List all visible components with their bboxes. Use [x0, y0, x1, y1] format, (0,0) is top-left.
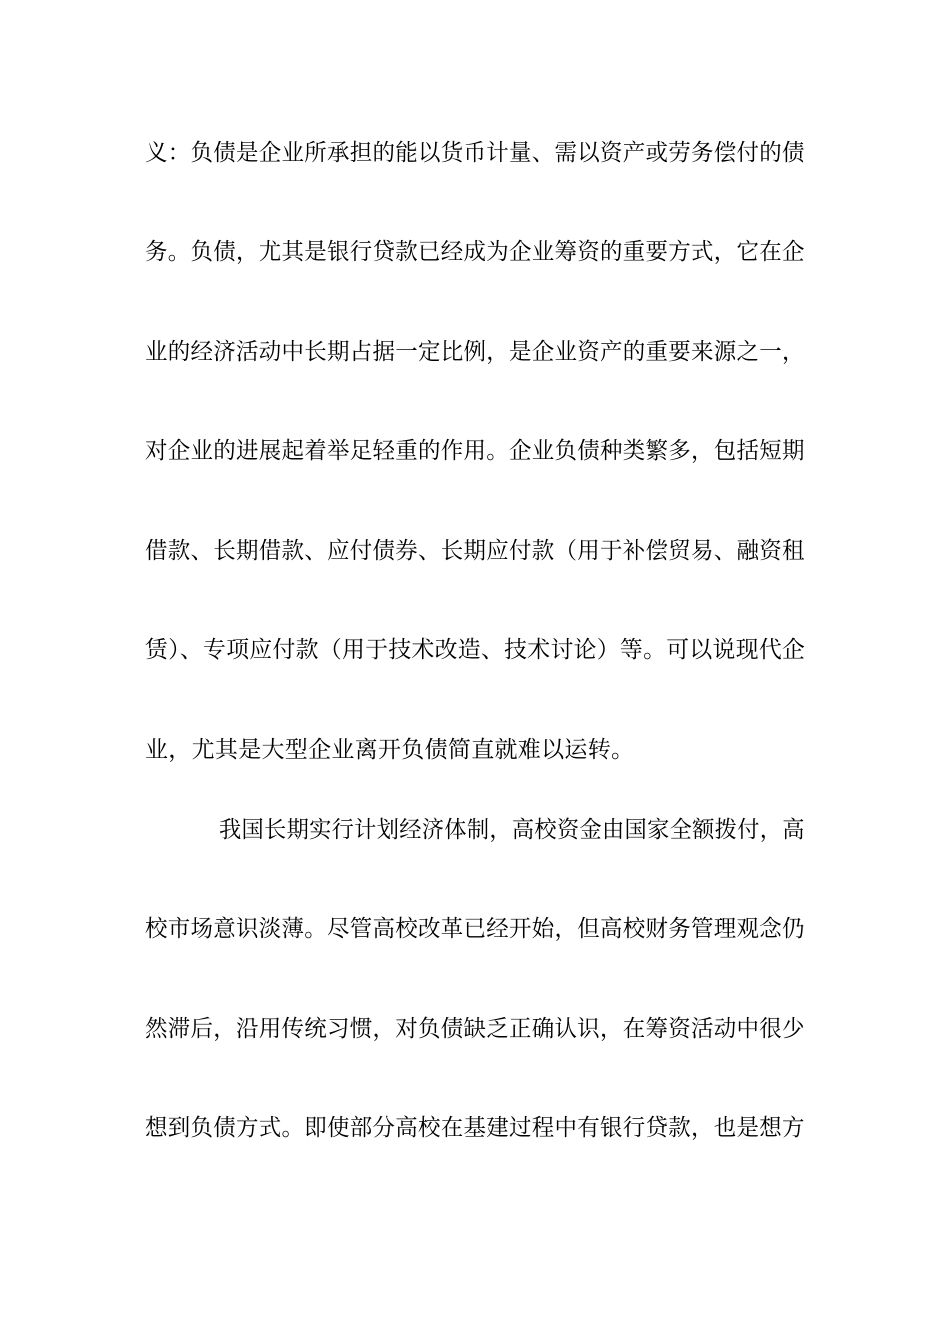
text-line: 业，尤其是大型企业离开负债简直就难以运转。	[145, 737, 635, 763]
text-line: 赁）、专项应付款（用于技术改造、技术讨论）等。可以说现代企	[145, 637, 806, 663]
text-line: 想到负债方式。即使部分高校在基建过程中有银行贷款，也是想方	[145, 1115, 805, 1141]
text-line: 义：负债是企业所承担的能以货币计量、需以资产或劳务偿付的债	[145, 140, 805, 166]
text-line: 我国长期实行计划经济体制，高校资金由国家全额拨付，高	[219, 817, 805, 843]
text-line: 务。负债，尤其是银行贷款已经成为企业筹资的重要方式，它在企	[145, 239, 805, 265]
text-line: 对企业的进展起着举足轻重的作用。企业负债种类繁多，包括短期	[145, 438, 805, 464]
text-line: 校市场意识淡薄。尽管高校改革已经开始，但高校财务管理观念仍	[145, 916, 805, 942]
text-line: 借款、长期借款、应付债券、长期应付款（用于补偿贸易、融资租	[145, 538, 805, 564]
text-line: 然滞后，沿用传统习惯，对负债缺乏正确认识，在筹资活动中很少	[145, 1016, 805, 1042]
text-line: 业的经济活动中长期占据一定比例，是企业资产的重要来源之一，	[145, 339, 805, 365]
